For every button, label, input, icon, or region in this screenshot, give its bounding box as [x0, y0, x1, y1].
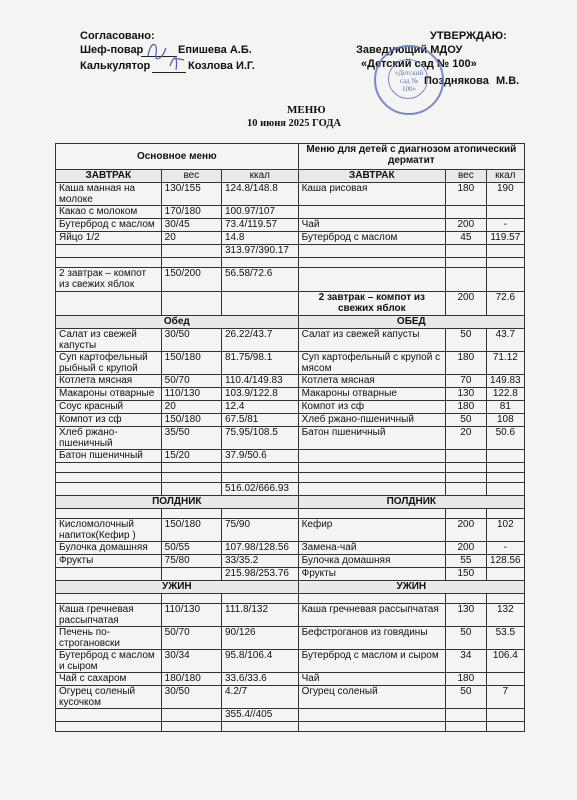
table-row — [56, 473, 525, 483]
diet-dish-weight: 200 — [446, 519, 487, 542]
diet-dish-name: 2 завтрак – компот из свежих яблок — [298, 292, 445, 316]
dish-name: Каша гречневая рассыпчатая — [56, 604, 162, 627]
diet-dish-name: Котлета мясная — [298, 375, 445, 388]
dish-weight: 150/180 — [161, 414, 221, 427]
dish-name: Яйцо 1/2 — [56, 232, 162, 245]
diet-dish-weight — [446, 258, 487, 268]
table-row — [56, 555, 525, 568]
menu-title: МЕНЮ — [287, 104, 326, 116]
dish-weight — [161, 258, 221, 268]
dish-kcal: 355.4//405 — [222, 709, 299, 722]
diet-dish-name — [298, 473, 445, 483]
diet-dish-kcal: 43.7 — [486, 329, 524, 352]
diet-dish-kcal: 106.4 — [486, 650, 524, 673]
diet-dish-weight: 50 — [446, 414, 487, 427]
dish-name: Бутерброд с маслом и сыром — [56, 650, 162, 673]
dish-weight — [161, 568, 221, 581]
diet-dish-kcal — [486, 245, 524, 258]
section-title-left: Обед — [56, 316, 299, 329]
dish-name: Котлета мясная — [56, 375, 162, 388]
diet-dish-name: Компот из сф — [298, 401, 445, 414]
dish-name: Батон пшеничный — [56, 450, 162, 463]
diet-dish-name: Хлеб ржано-пшеничный — [298, 414, 445, 427]
diet-dish-kcal — [486, 258, 524, 268]
dish-weight: 180/180 — [161, 673, 221, 686]
table-row — [56, 388, 525, 401]
diet-dish-name: Бутерброд с маслом — [298, 232, 445, 245]
dish-name — [56, 463, 162, 473]
dish-weight: 110/130 — [161, 604, 221, 627]
dish-kcal: 56.58/72.6 — [222, 268, 299, 292]
table-row — [56, 709, 525, 722]
diet-dish-weight: 45 — [446, 232, 487, 245]
dish-name: Суп картофельный рыбный с крупой — [56, 352, 162, 375]
table-row — [56, 604, 525, 627]
diet-dish-name — [298, 483, 445, 496]
diet-dish-kcal — [486, 473, 524, 483]
dish-name: 2 завтрак – компот из свежих яблок — [56, 268, 162, 292]
dish-weight — [161, 722, 221, 732]
table-row — [56, 463, 525, 473]
dish-kcal: 81.75/98.1 — [222, 352, 299, 375]
diet-dish-weight: 50 — [446, 627, 487, 650]
table-row — [56, 206, 525, 219]
diet-dish-weight: 20 — [446, 427, 487, 450]
diet-dish-weight: 180 — [446, 673, 487, 686]
dish-weight — [161, 463, 221, 473]
diet-dish-weight: 180 — [446, 183, 487, 206]
diet-dish-name: Бутерброд с маслом и сыром — [298, 650, 445, 673]
table-row — [56, 352, 525, 375]
stamp-text: «Детский сад № 100» — [394, 69, 424, 93]
dish-name: Хлеб ржано-пшеничный — [56, 427, 162, 450]
dish-name: Каша манная на молоке — [56, 183, 162, 206]
table-row — [56, 427, 525, 450]
dish-name — [56, 473, 162, 483]
dish-name: Фрукты — [56, 555, 162, 568]
diet-dish-kcal — [486, 722, 524, 732]
diet-dish-name: Кефир — [298, 519, 445, 542]
dish-name: Макароны отварные — [56, 388, 162, 401]
table-row — [56, 509, 525, 519]
diet-dish-kcal: 128.56 — [486, 555, 524, 568]
section-row — [56, 496, 525, 509]
table-row — [56, 414, 525, 427]
table-row — [56, 673, 525, 686]
dish-name: Чай с сахаром — [56, 673, 162, 686]
diet-dish-kcal: 119.57 — [486, 232, 524, 245]
diet-dish-weight: 200 — [446, 292, 487, 316]
section-title-left: УЖИН — [56, 581, 299, 594]
dish-name — [56, 509, 162, 519]
dish-name: Компот из сф — [56, 414, 162, 427]
diet-dish-weight: 180 — [446, 352, 487, 375]
dish-kcal: 111.8/132 — [222, 604, 299, 627]
section-title-right: УЖИН — [298, 581, 524, 594]
diet-dish-kcal: 81 — [486, 401, 524, 414]
dish-weight: 30/45 — [161, 219, 221, 232]
diet-dish-name: Каша гречневая рассыпчатая — [298, 604, 445, 627]
dish-weight: 30/50 — [161, 686, 221, 709]
table-row — [56, 627, 525, 650]
dish-weight: 30/34 — [161, 650, 221, 673]
column-weight-right: вес — [446, 170, 487, 183]
section-title-left: ЗАВТРАК — [56, 170, 162, 183]
dish-name — [56, 709, 162, 722]
diet-dish-weight: 50 — [446, 329, 487, 352]
diet-dish-name: Чай — [298, 219, 445, 232]
dish-weight: 150/180 — [161, 352, 221, 375]
diet-dish-weight: 200 — [446, 219, 487, 232]
column-kcal-right: ккал — [486, 170, 524, 183]
dish-kcal — [222, 509, 299, 519]
diet-dish-kcal — [486, 450, 524, 463]
dish-name: Салат из свежей капусты — [56, 329, 162, 352]
head-initials: М.В. — [496, 75, 520, 87]
diet-dish-kcal: 122.8 — [486, 388, 524, 401]
diet-dish-kcal: 149.83 — [486, 375, 524, 388]
diet-dish-kcal — [486, 509, 524, 519]
dish-weight: 50/55 — [161, 542, 221, 555]
dish-kcal — [222, 473, 299, 483]
table-row — [56, 219, 525, 232]
diet-dish-weight — [446, 245, 487, 258]
dish-weight: 35/50 — [161, 427, 221, 450]
diet-dish-kcal: 50.6 — [486, 427, 524, 450]
table-row — [56, 258, 525, 268]
menu-date: 10 июня 2025 ГОДА — [247, 118, 342, 129]
table-row — [56, 594, 525, 604]
section-title-right: ОБЕД — [298, 316, 524, 329]
calculator-name: Козлова И.Г. — [188, 60, 255, 72]
dish-name: Соус красный — [56, 401, 162, 414]
table-row — [56, 450, 525, 463]
dish-name — [56, 292, 162, 316]
diet-dish-weight — [446, 473, 487, 483]
menu-table — [55, 143, 525, 732]
dish-kcal: 313.97/390.17 — [222, 245, 299, 258]
diet-dish-kcal — [486, 673, 524, 686]
diet-dish-weight — [446, 206, 487, 219]
diet-dish-weight: 55 — [446, 555, 487, 568]
diet-dish-kcal: 102 — [486, 519, 524, 542]
diet-dish-weight — [446, 509, 487, 519]
dish-kcal: 90/126 — [222, 627, 299, 650]
diet-dish-weight — [446, 722, 487, 732]
dish-weight: 75/80 — [161, 555, 221, 568]
diet-dish-name — [298, 268, 445, 292]
dish-weight: 150/200 — [161, 268, 221, 292]
section-title-right: ЗАВТРАК — [298, 170, 445, 183]
diet-dish-name: Замена-чай — [298, 542, 445, 555]
section-title-left: ПОЛДНИК — [56, 496, 299, 509]
chef-name: Епишева А.Б. — [178, 44, 252, 56]
diet-dish-name — [298, 450, 445, 463]
diet-dish-name — [298, 509, 445, 519]
table-row — [56, 232, 525, 245]
dish-weight — [161, 509, 221, 519]
dish-weight — [161, 292, 221, 316]
table-header-row — [56, 144, 525, 170]
diet-dish-name: Салат из свежей капусты — [298, 329, 445, 352]
diet-dish-name: Чай — [298, 673, 445, 686]
dish-kcal: 37.9/50.6 — [222, 450, 299, 463]
dish-name: Печень по-строгановски — [56, 627, 162, 650]
dish-weight — [161, 473, 221, 483]
table-row — [56, 650, 525, 673]
dish-kcal: 95.8/106.4 — [222, 650, 299, 673]
diet-dish-weight — [446, 268, 487, 292]
dish-name: Булочка домашняя — [56, 542, 162, 555]
kindergarten-name: «Детский сад № 100» — [361, 58, 477, 70]
dish-name — [56, 722, 162, 732]
table-row — [56, 401, 525, 414]
section-row — [56, 170, 525, 183]
dish-kcal — [222, 463, 299, 473]
diet-dish-weight — [446, 483, 487, 496]
dish-kcal: 26.22/43.7 — [222, 329, 299, 352]
column-weight-left: вес — [161, 170, 221, 183]
diet-dish-weight: 180 — [446, 401, 487, 414]
dish-kcal: 14.8 — [222, 232, 299, 245]
diet-dish-kcal — [486, 206, 524, 219]
dish-name: Кисломолочный напиток(Кефир ) — [56, 519, 162, 542]
dish-kcal: 103.9/122.8 — [222, 388, 299, 401]
diet-dish-name — [298, 463, 445, 473]
diet-dish-name: Фрукты — [298, 568, 445, 581]
dish-kcal: 75.95/108.5 — [222, 427, 299, 450]
table-row — [56, 268, 525, 292]
table-row — [56, 722, 525, 732]
dish-kcal: 110.4/149.83 — [222, 375, 299, 388]
table-row — [56, 375, 525, 388]
head-title: Заведующий МДОУ — [356, 44, 463, 56]
dish-weight: 50/70 — [161, 375, 221, 388]
diet-dish-kcal — [486, 594, 524, 604]
diet-dish-name — [298, 594, 445, 604]
diet-dish-kcal: 7 — [486, 686, 524, 709]
table-row — [56, 568, 525, 581]
agreed-label: Согласовано: — [80, 30, 155, 42]
column-kcal-left: ккал — [222, 170, 299, 183]
diet-dish-name: Макароны отварные — [298, 388, 445, 401]
diet-dish-weight: 70 — [446, 375, 487, 388]
dish-name: Огурец соленый кусочком — [56, 686, 162, 709]
diet-dish-kcal — [486, 463, 524, 473]
right-menu-header: Меню для детей с диагнозом атопический дерматит — [298, 144, 524, 170]
dish-weight: 20 — [161, 401, 221, 414]
dish-kcal: 124.8/148.8 — [222, 183, 299, 206]
diet-dish-weight — [446, 450, 487, 463]
diet-dish-weight: 130 — [446, 388, 487, 401]
calculator-label: Калькулятор — [80, 60, 151, 72]
diet-dish-kcal: 53.5 — [486, 627, 524, 650]
official-stamp — [374, 45, 444, 115]
diet-dish-kcal — [486, 568, 524, 581]
chef-label: Шеф-повар — [80, 44, 144, 56]
section-row — [56, 581, 525, 594]
dish-kcal — [222, 258, 299, 268]
dish-kcal: 4.2/7 — [222, 686, 299, 709]
diet-dish-name: Огурец соленый — [298, 686, 445, 709]
diet-dish-name: Суп картофельный с крупой с мясом — [298, 352, 445, 375]
dish-name — [56, 483, 162, 496]
section-row — [56, 316, 525, 329]
dish-weight: 110/130 — [161, 388, 221, 401]
diet-dish-kcal — [486, 709, 524, 722]
table-row — [56, 292, 525, 316]
dish-name: Какао с молоком — [56, 206, 162, 219]
dish-weight: 15/20 — [161, 450, 221, 463]
dish-kcal: 215.98/253.76 — [222, 568, 299, 581]
dish-kcal: 100.97/107 — [222, 206, 299, 219]
table-row — [56, 329, 525, 352]
dish-weight: 170/180 — [161, 206, 221, 219]
dish-weight: 130/155 — [161, 183, 221, 206]
dish-kcal: 33/35.2 — [222, 555, 299, 568]
diet-dish-kcal: 132 — [486, 604, 524, 627]
dish-weight — [161, 594, 221, 604]
dish-name — [56, 594, 162, 604]
diet-dish-name: Каша рисовая — [298, 183, 445, 206]
dish-kcal: 516.02/666.93 — [222, 483, 299, 496]
diet-dish-kcal: 108 — [486, 414, 524, 427]
diet-dish-weight: 130 — [446, 604, 487, 627]
diet-dish-weight — [446, 463, 487, 473]
diet-dish-name — [298, 206, 445, 219]
dish-kcal — [222, 722, 299, 732]
diet-dish-weight: 34 — [446, 650, 487, 673]
dish-kcal: 73.4/119.57 — [222, 219, 299, 232]
diet-dish-weight: 200 — [446, 542, 487, 555]
diet-dish-kcal: 71.12 — [486, 352, 524, 375]
diet-dish-weight — [446, 594, 487, 604]
dish-kcal: 107.98/128.56 — [222, 542, 299, 555]
diet-dish-name: Булочка домашняя — [298, 555, 445, 568]
diet-dish-name — [298, 709, 445, 722]
table-row — [56, 542, 525, 555]
dish-name: Бутерброд с маслом — [56, 219, 162, 232]
diet-dish-kcal — [486, 483, 524, 496]
diet-dish-kcal: 190 — [486, 183, 524, 206]
dish-name — [56, 568, 162, 581]
diet-dish-kcal: - — [486, 542, 524, 555]
diet-dish-name — [298, 722, 445, 732]
dish-weight — [161, 709, 221, 722]
diet-dish-kcal: - — [486, 219, 524, 232]
diet-dish-name — [298, 258, 445, 268]
dish-weight: 30/50 — [161, 329, 221, 352]
table-row — [56, 686, 525, 709]
table-row — [56, 183, 525, 206]
dish-kcal: 33.6/33.6 — [222, 673, 299, 686]
table-row — [56, 519, 525, 542]
left-menu-header: Основное меню — [56, 144, 299, 170]
section-title-right: ПОЛДНИК — [298, 496, 524, 509]
diet-dish-weight: 50 — [446, 686, 487, 709]
diet-dish-name: Батон пшеничный — [298, 427, 445, 450]
diet-dish-weight: 150 — [446, 568, 487, 581]
diet-dish-name — [298, 245, 445, 258]
diet-dish-name: Бефстроганов из говядины — [298, 627, 445, 650]
dish-kcal — [222, 292, 299, 316]
handwritten-signature — [140, 36, 190, 76]
diet-dish-weight — [446, 709, 487, 722]
dish-name — [56, 258, 162, 268]
diet-dish-kcal — [486, 268, 524, 292]
dish-kcal — [222, 594, 299, 604]
dish-kcal: 75/90 — [222, 519, 299, 542]
table-row — [56, 245, 525, 258]
dish-weight: 150/180 — [161, 519, 221, 542]
head-name: Позднякова — [424, 75, 489, 87]
dish-weight: 20 — [161, 232, 221, 245]
dish-weight — [161, 245, 221, 258]
dish-weight: 50/70 — [161, 627, 221, 650]
diet-dish-kcal: 72.6 — [486, 292, 524, 316]
table-row — [56, 483, 525, 496]
dish-weight — [161, 483, 221, 496]
dish-name — [56, 245, 162, 258]
dish-kcal: 67.5/81 — [222, 414, 299, 427]
approve-label: УТВЕРЖДАЮ: — [430, 30, 507, 42]
dish-kcal: 12.4 — [222, 401, 299, 414]
